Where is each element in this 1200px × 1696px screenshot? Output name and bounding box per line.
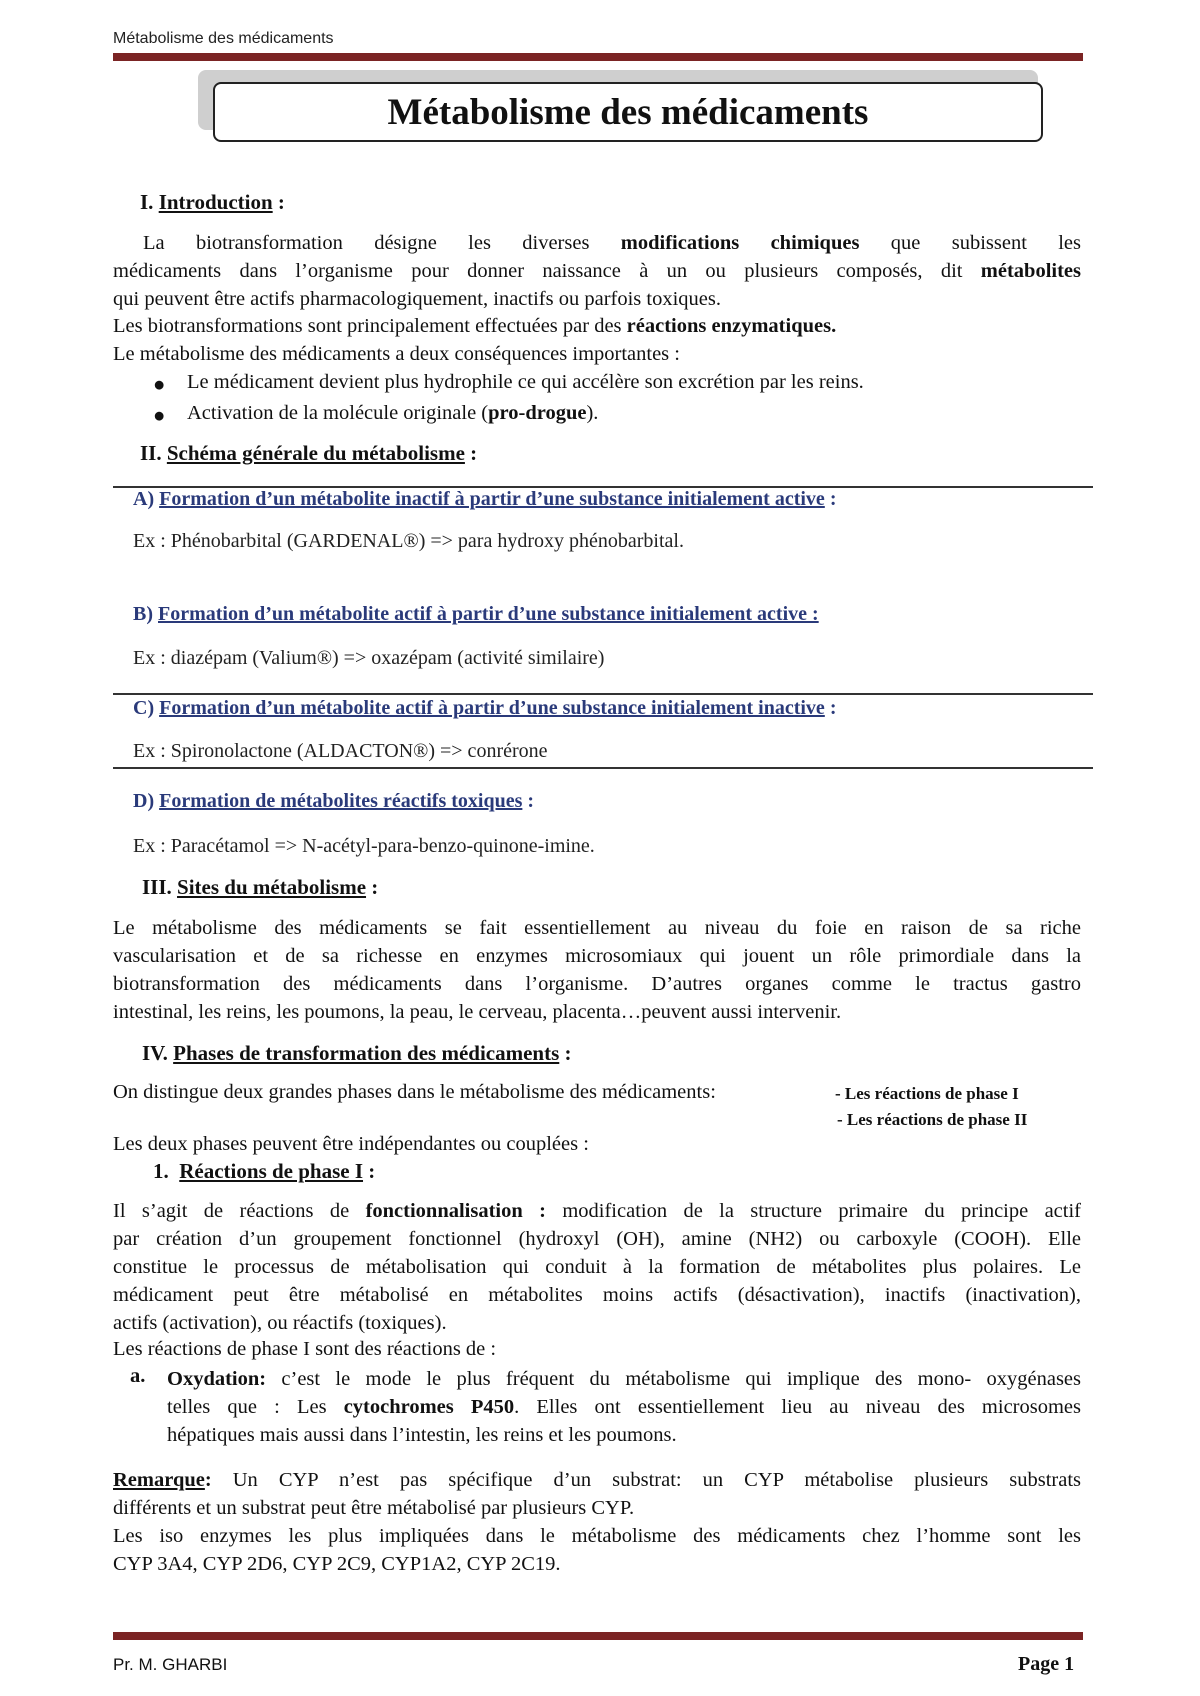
intro-line-2: médicaments dans l’organisme pour donner naissance à un ou plusieurs composés, dit métabolites: [113, 260, 1081, 282]
schema-item-a-example: Ex : Phénobarbital (GARDENAL®) => para hydroxy phénobarbital.: [133, 530, 684, 552]
title-box: [213, 82, 1043, 142]
section-2-title: Schéma générale du métabolisme: [166, 441, 465, 465]
section-4-title: Phases de transformation des médicaments: [173, 1041, 560, 1065]
functionalisation-paragraph: Il s’agit de réactions de fonctionnalisation : modification de la structure primaire du principe actif par création d’un groupement fonctionnel (hydroxyl (OH), amine (NH2) ou carboxyle (COOH). Elle constitue le processus de métabolisation qui conduit à la formation de métabolites plus polaires. Le médicament peut être métabolisé en métabolites moins actifs (désactivation), inactifs (inactivation), actifs (activation), ou réactifs (toxiques).: [113, 1200, 1081, 1334]
section-3-number: III.: [142, 875, 172, 899]
running-header: Métabolisme des médicaments: [113, 30, 334, 47]
oxidation-item: Oxydation: c’est le mode le plus fréquent du métabolisme qui implique des mono- oxygénases telles que : Les cytochromes P450. Elles ont essentiellement lieu au niveau des microsomes hépatiques mais aussi dans l’intestin, les reins et les poumons.: [167, 1368, 1082, 1446]
section-4-heading: [142, 1041, 572, 1066]
section-3-colon: :: [371, 875, 379, 899]
footer-rule: [113, 1632, 1083, 1640]
remark-paragraph: Remarque: Un CYP n’est pas spécifique d’un substrat: un CYP métabolise plusieurs substrats différents et un substrat peut être métabolisé par plusieurs CYP. Les iso enzymes les plus impliquées dans le métabolisme des médicaments chez l’homme sont les CYP 3A4, CYP 2D6, CYP 2C9, CYP1A2, CYP 2C19.: [113, 1469, 1081, 1575]
schema-item-d-title: D) Formation de métabolites réactifs toxiques :: [133, 790, 535, 812]
header-rule: [113, 53, 1083, 61]
phase-2-label: - Les réactions de phase II: [837, 1110, 1028, 1129]
bullet-item-2: ● Activation de la molécule originale (pro-drogue).: [153, 402, 599, 427]
bullet-icon: ●: [153, 374, 166, 396]
biotransformation-line: Les biotransformations sont principalement effectuées par des réactions enzymatiques.: [113, 315, 837, 337]
phase-1-label: - Les réactions de phase I: [835, 1084, 1019, 1103]
schema-item-a-title: A) Formation d’un métabolite inactif à partir d’une substance initialement active :: [133, 488, 837, 510]
section-1-heading: [140, 190, 285, 215]
list-marker-a: a.: [130, 1365, 146, 1387]
section-2-number: II.: [140, 441, 162, 465]
schema-item-b-title: B) Formation d’un métabolite actif à partir d’une substance initialement active :: [133, 603, 819, 625]
schema-item-d-example: Ex : Paracétamol => N-acétyl-para-benzo-quinone-imine.: [133, 835, 595, 857]
bullet-icon: ●: [153, 405, 166, 427]
intro-line-1: La biotransformation désigne les diverses modifications chimiques que subissent les: [143, 232, 1082, 254]
page-title: Métabolisme des médicaments: [387, 91, 869, 133]
section-1-title: Introduction: [158, 190, 273, 214]
schema-item-c-example: Ex : Spironolactone (ALDACTON®) => conrérone: [133, 740, 548, 762]
consequences-line: Le métabolisme des médicaments a deux conséquences importantes :: [113, 343, 680, 365]
section-3-title: Sites du métabolisme: [177, 875, 367, 899]
phases-intro: On distingue deux grandes phases dans le métabolisme des médicaments:: [113, 1081, 716, 1103]
schema-divider: [113, 693, 1093, 695]
schema-item-b-example: Ex : diazépam (Valium®) => oxazépam (activité similaire): [133, 647, 605, 669]
intro-line-3: qui peuvent être actifs pharmacologiquement, inactifs ou parfois toxiques.: [113, 288, 721, 310]
section-4-number: IV.: [142, 1041, 168, 1065]
phases-coupled: Les deux phases peuvent être indépendantes ou couplées :: [113, 1133, 589, 1155]
reactions-intro: Les réactions de phase I sont des réactions de :: [113, 1338, 497, 1360]
section-1-number: I.: [140, 190, 154, 214]
section-2-colon: :: [470, 441, 478, 465]
sites-paragraph: Le métabolisme des médicaments se fait essentiellement au niveau du foie en raison de sa riche vascularisation et de sa richesse en enzymes microsomiaux qui jouent un rôle primordiale dans la biotransformation des médicaments dans l’organisme. D’autres organes comme le tractus gastro intestinal, les reins, les poumons, la peau, le cerveau, placenta…peuvent aussi intervenir.: [113, 917, 1081, 1023]
schema-item-c-title: C) Formation d’un métabolite actif à partir d’une substance initialement inactive :: [133, 697, 837, 719]
schema-divider: [113, 767, 1093, 769]
section-2-heading: [140, 441, 477, 466]
remark-label: Remarque: [113, 1469, 205, 1491]
section-1-colon: :: [277, 190, 285, 214]
section-3-heading: [142, 875, 378, 900]
bullet-item-1: ● Le médicament devient plus hydrophile ce qui accélère son excrétion par les reins.: [153, 371, 864, 396]
intro-paragraph: [113, 229, 1081, 313]
subsection-phase-1-heading: 1. Réactions de phase I :: [153, 1159, 376, 1183]
page-number: Page 1: [1018, 1653, 1075, 1675]
section-4-colon: :: [564, 1041, 572, 1065]
footer-author: Pr. M. GHARBI: [113, 1655, 228, 1674]
